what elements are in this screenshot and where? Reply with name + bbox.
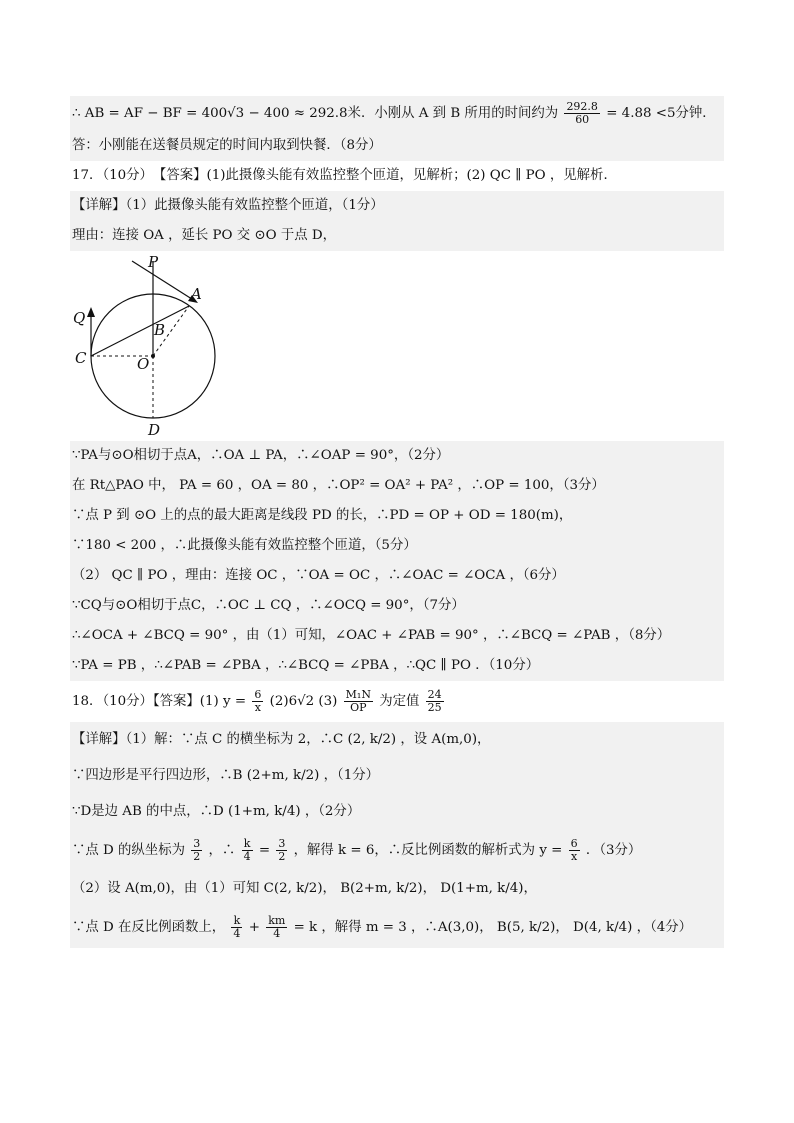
circle-diagram (70, 251, 724, 441)
fraction (252, 689, 263, 714)
detail-line (70, 621, 724, 651)
coordinate: (2, k/2) (347, 732, 397, 747)
text: ，∴ (208, 843, 236, 858)
label-o: O (137, 355, 150, 373)
answer-line (70, 96, 724, 131)
detail-line (70, 591, 724, 621)
numerator: k (231, 915, 242, 928)
detail-line (70, 441, 724, 471)
text: ∵PA = PB ，∴∠PAB = ∠PBA ，∴∠BCQ = ∠PBA ，∴QC ∥ PO ．（10分） (72, 658, 540, 673)
text: ，（1分） (323, 768, 379, 783)
text: （2）设 A(m,0)，由（1）可知 (72, 881, 260, 896)
coordinate: (1+m, k/4) (228, 804, 301, 819)
detail-line (70, 722, 724, 758)
text: ，设 A(m,0)， (400, 732, 491, 747)
text: = k ，解得 m = 3 ，∴A(3,0)， (293, 920, 493, 935)
detail-line: ∵点 D 在反比例函数上， $\frac{k}{4}$ + $\frac{km}{4}$ = k ，解得 m = 3 ，∴A(3,0)， B(5, k/2)， D(4, k/4) ，（4分） (70, 907, 724, 948)
text: ∵四边形是平行四边形，∴B (72, 768, 243, 783)
detail-line: （2）设 A(m,0)，由（1）可知 C(2, k/2)， B(2+m, k/2)， D(1+m, k/4)， (70, 871, 724, 907)
arrow-cq (87, 307, 95, 317)
detail-line (70, 221, 724, 251)
detail-line (70, 561, 724, 591)
fraction (231, 915, 242, 940)
fraction (426, 689, 444, 714)
detail-line (70, 471, 724, 501)
numerator: km (268, 914, 286, 927)
text: ，解得 k = 6，∴反比例函数的解析式为 y = (293, 843, 563, 858)
text: ∵点 P 到 ⊙O 上的点的最大距离是线段 PD 的长，∴PD = OP + OD = 180(m)， (72, 508, 573, 523)
text: ∵PA与⊙O相切于点A，∴OA ⊥ PA，∴∠OAP = 90°，（2分） (72, 448, 450, 463)
answer-line (70, 131, 724, 161)
detail-line (70, 191, 724, 221)
fraction (191, 838, 202, 863)
text: 理由：连接 OA ，延长 PO 交 ⊙O 于点 D， (72, 228, 337, 243)
coordinate: D(1+m, k/4) (440, 881, 524, 896)
coordinate: B(5, k/2) (496, 920, 556, 935)
coordinate: (2+m, k/2) (246, 768, 320, 783)
text: （2） QC ∥ PO ，理由：连接 OC ，∵OA = OC ，∴∠OAC = ∠OCA ，（6分） (72, 568, 565, 583)
numerator: 3 (278, 837, 286, 850)
numerator: k (242, 838, 253, 851)
label-a: A (191, 285, 202, 303)
numerator: 292.8 (566, 100, 598, 113)
geometry-figure (70, 251, 250, 441)
label-b: B (154, 321, 166, 339)
text: 17．（10分） 【答案】(1)此摄像头能有效监控整个匝道，见解析；(2) QC ∥ PO ，见解析． (72, 168, 617, 183)
denominator: 25 (427, 701, 442, 714)
text: ．（3分） (585, 843, 642, 858)
label-d: D (148, 421, 161, 439)
text: ∴∠OCA + ∠BCQ = 90° ，由（1）可知，∠OAC + ∠PAB = 90° ，∴∠BCQ = ∠PAB ，（8分） (72, 628, 671, 643)
text: = 4.88 <5分钟． (606, 106, 716, 121)
denominator: 4 (243, 850, 251, 863)
text: ∵点 D 的纵坐标为 (72, 843, 185, 858)
fraction (266, 915, 287, 940)
text: ∵点 D 在反比例函数上， (72, 920, 226, 935)
detail-line (70, 758, 724, 794)
text: ∴ AB = AF − BF = 400√3 − 400 ≈ 292.8米．小刚从 A 到 B 所用的时间约为 (72, 106, 559, 121)
text: ∵180 < 200 ，∴此摄像头能有效监控整个匝道，（5分） (72, 538, 417, 553)
fraction (564, 101, 600, 126)
text: 在 Rt△PAO 中， PA = 60 ，OA = 80 ，∴OP² = OA² + PA² ，∴OP = 100，（3分） (72, 478, 605, 493)
denominator: 4 (273, 927, 281, 940)
denominator: 2 (193, 850, 201, 863)
text: = (258, 843, 271, 858)
denominator: 4 (233, 927, 241, 940)
numerator: 6 (254, 688, 262, 701)
denominator: 60 (575, 113, 590, 126)
text: 18．（10分）【答案】(1) y = (72, 694, 247, 709)
detail-line (70, 794, 724, 830)
text: ，（2分） (304, 804, 361, 819)
fraction (569, 838, 580, 863)
coordinate: B(2+m, k/2) (340, 881, 423, 896)
text: + (248, 920, 260, 935)
detail-line (70, 501, 724, 531)
question-18-header (70, 681, 724, 722)
text: 为定值 (379, 694, 420, 709)
coordinate: D(4, k/4) (573, 920, 633, 935)
numerator: M₁N (345, 688, 371, 701)
text: 【详解】（1）此摄像头能有效监控整个匝道，（1分） (72, 198, 384, 213)
detail-line (70, 651, 724, 681)
numerator: 3 (193, 837, 201, 850)
detail-line (70, 531, 724, 561)
text: ，（4分） (636, 920, 693, 935)
fraction (276, 838, 287, 863)
text: (2)6√2 (3) (269, 694, 338, 709)
numerator: 24 (427, 688, 442, 701)
numerator: 6 (570, 837, 578, 850)
label-c: C (75, 349, 87, 367)
answer-page (70, 96, 724, 948)
denominator: x (254, 701, 261, 714)
label-p: P (148, 253, 159, 271)
label-q: Q (73, 309, 86, 327)
text: ∵D是边 AB 的中点，∴D (72, 804, 224, 819)
line-ca (91, 306, 189, 356)
fraction (242, 838, 253, 863)
coordinate: C(2, k/2) (263, 881, 323, 896)
point-o (151, 354, 155, 358)
denominator: 2 (278, 850, 286, 863)
text: 【详解】（1）解：∵点 C 的横坐标为 2，∴C (72, 732, 344, 747)
detail-line (70, 830, 724, 871)
fraction (344, 689, 373, 714)
question-17-header (70, 161, 724, 191)
text: 答：小刚能在送餐员规定的时间内取到快餐．（8分） (72, 138, 382, 153)
denominator: OP (350, 701, 367, 714)
text: ∵CQ与⊙O相切于点C，∴OC ⊥ CQ ，∴∠OCQ = 90°，（7分） (72, 598, 465, 613)
denominator: x (571, 850, 578, 863)
